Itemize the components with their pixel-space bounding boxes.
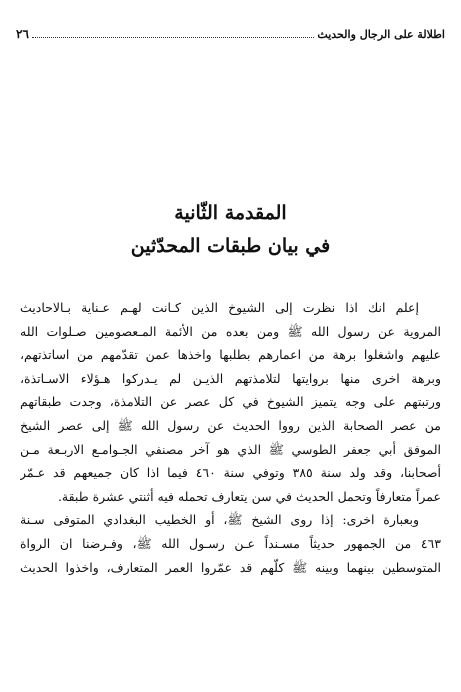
text-line: وبرهة اخرى منها بروايتها لتلامذتهم الذيـن لم يـدركوا هـؤلاء الاسـاتذة، bbox=[20, 370, 441, 386]
running-title: اطلالة على الرجال والحديث bbox=[317, 27, 445, 41]
running-header bbox=[16, 24, 445, 44]
text-line: ٤٦٣ من الجمهور حديثاً مسـنداً عـن رسـول الله ﷺ، وفـرضنا ان الرواة bbox=[20, 535, 441, 551]
text-line: عليهم واشغلوا برهة من اعمارهم بطلبها واخذها عمن تقدّمهم من اساتذتهم، bbox=[20, 347, 441, 363]
body-text bbox=[20, 296, 441, 579]
text-line: إعلم انك اذا نظرت إلى الشيوخ الذين كـانت لهـم عـناية بـالاحاديث bbox=[20, 300, 419, 315]
text-line: ورتبتهم على وجه يتميز الشيوخ في كل عصر عن التلامذة، وجدت طبقاتهم bbox=[20, 394, 441, 410]
text-line: أصحابنا، وقد ولد سنة ٣٨٥ وتوفي سنة ٤٦٠ فيما اذا كان جميعهم قد عـمّر bbox=[20, 465, 441, 481]
text-line: وبعبارة اخرى: إذا روى الشيخ ﷺ، أو الخطيب البغدادي المتوفى سـنة bbox=[20, 512, 419, 528]
text-line: المتوسطين بينهما وبينه ﷺ كلّهم قد عمّروا العمر المتعارف، واخذوا الحديث bbox=[20, 559, 441, 575]
text-line: الموفق أبي جعفر الطوسي ﷺ الذي هو آخر مصنفي الجـوامـع الاربـعة مـن bbox=[20, 441, 441, 457]
section-subtitle: في بيان طبقات المحدّثين bbox=[130, 235, 331, 257]
section-title: المقدمة الثّانية bbox=[174, 202, 287, 224]
section-heading bbox=[0, 196, 461, 262]
page-number: ٢٦ bbox=[16, 27, 29, 41]
text-line: من عصر الصحابة الذين رووا الحديث عن رسول الله ﷺ إلى عصر الشيخ bbox=[20, 417, 441, 433]
text-line: عمراً متعارفاً وتحمل الحديث في سن يتعارف تحمله فيه أثنتي عشرة طبقة. bbox=[57, 488, 441, 504]
leader-dots bbox=[32, 37, 315, 38]
text-line: المروية عن رسول الله ﷺ ومن بعده من الأئمة المـعصومين صـلوات الله bbox=[20, 323, 441, 339]
